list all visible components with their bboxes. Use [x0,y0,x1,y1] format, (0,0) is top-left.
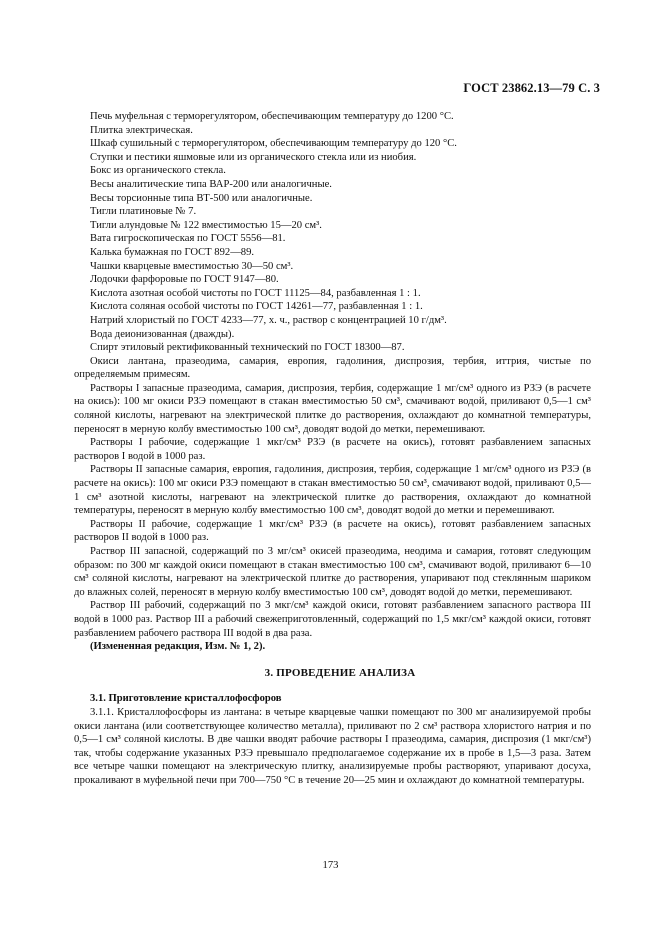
equipment-item: Тигли алундовые № 122 вместимостью 15—20 см³. [90,219,322,231]
equipment-item: Кислота азотная особой чистоты по ГОСТ 11125—84, разбавленная 1 : 1. [90,287,421,299]
document-header: ГОСТ 23862.13—79 С. 3 [463,81,600,95]
equipment-list [90,110,590,355]
equipment-item: Лодочки фарфоровые по ГОСТ 9147—80. [90,274,279,286]
equipment-item: Кислота соляная особой чистоты по ГОСТ 14261—77, разбавленная 1 : 1. [90,301,423,313]
equipment-item: Бокс из органического стекла. [90,165,226,177]
equipment-item: Плитка электрическая. [90,124,193,136]
section-title: 3. ПРОВЕДЕНИЕ АНАЛИЗА [264,666,416,679]
equipment-item: Спирт этиловый ректификованный технический по ГОСТ 18300—87. [90,342,405,354]
equipment-item: Чашки кварцевые вместимостью 30—50 см³. [90,260,294,272]
equipment-item: Вата гигроскопическая по ГОСТ 5556—81. [90,233,286,245]
body-paragraph: Раствор III запасной, содержащий по 3 мг/см³ окисей празеодима, неодима и самария, готовят следующим образом: по 300 мг каждой окиси помещают в стакан вместимостью 100 см³, смачивают водой, приливают 6—10 см³ соляной кислоты, нагревают на электрической плитке до растворения, упаривают под стеклянным шариком до влажных солей, переносят в мерную колбу вместимостью 100 см³, доводят водой до метки, перемешивают. [74,546,591,598]
body-paragraph: Растворы I запасные празеодима, самария, диспрозия, тербия, содержащие 1 мг/см³ одного из РЗЭ (в расчете на окись): 100 мг окиси РЗЭ помещают в стакан вместимостью 50 см³, смачивают водой, приливают 0,5—1 см³ соляной кислоты, нагревают на электрической плитке до растворения, охлаждают до комнатной температуры, переносят в мерную колбу вместимостью 100 см³, доводят водой до метки, перемешивают. [74,382,591,435]
body-paragraph: Растворы II запасные самария, европия, гадолиния, диспрозия, тербия, содержащие 1 мг/см³ одного из РЗЭ (в расчете на окись): 100 мг окиси РЗЭ помещают в стакан вместимостью 50 см³, смачивают водой, приливают 0,5—1 см³ азотной кислоты, нагревают на электрической плитке до растворения, охлаждают до комнатной температуры, переносят в мерную колбу вместимостью 100 см³, доводят водой до метки и перемешивают. [74,464,591,517]
equipment-item: Калька бумажная по ГОСТ 892—89. [90,246,255,258]
reagent-paragraphs [74,355,591,640]
equipment-item: Ступки и пестики яшмовые или из органического стекла или из ниобия. [90,151,417,163]
equipment-item: Печь муфельная с терморегулятором, обеспечивающим температуру до 1200 °С. [90,111,454,122]
body-paragraph: Растворы I рабочие, содержащие 1 мкг/см³ РЗЭ (в расчете на окись), готовят разбавлением запасных растворов I водой в 1000 раз. [74,437,591,462]
subsection-text: 3.1.1. Кристаллофосфоры из лантана: в четыре кварцевые чашки помещают по 300 мг анализируемой пробы окиси лантана (или соответствующее количество металла), приливают по 2 см³ раствора хлористого натрия и по 0,5—1 см³ соляной кислоты. В две чашки вводят рабочие растворы I празеодима, самария, диспрозия (1 мкг/см³) так, чтобы содержание указанных РЗЭ превышало предполагаемое содержание их в пробе в 1,5—3 раза. Затем все четыре чашки помещают на электрическую плитку, анализируемые пробы растворяют, упаривают досуха, прокаливают в муфельной печи при 700—750 °С в течение 20—25 мин и охлаждают до комнатной температуры. [74,706,591,786]
body-paragraph: Окиси лантана, празеодима, самария, европия, гадолиния, диспрозия, тербия, иттрия, чистые по определяемым примесям. [74,355,591,381]
equipment-item: Натрий хлористый по ГОСТ 4233—77, х. ч., раствор с концентрацией 10 г/дм³. [90,314,447,326]
equipment-item: Вода деионизованная (дважды). [90,328,235,340]
body-paragraph: Растворы II рабочие, содержащие 1 мкг/см³ РЗЭ (в расчете на окись), готовят разбавлением запасных растворов II водой в 1000 раз. [74,518,591,544]
subsection-title: 3.1. Приготовление кристаллофосфоров [90,693,282,705]
equipment-item: Весы торсионные типа ВТ-500 или аналогичные. [90,192,313,204]
equipment-item: Тигли платиновые № 7. [90,206,197,218]
edition-note: (Измененная редакция, Изм. № 1, 2). [90,641,266,653]
equipment-item: Весы аналитические типа ВАР-200 или аналогичные. [90,178,332,190]
page-number: 173 [322,860,339,871]
equipment-item: Шкаф сушильный с терморегулятором, обеспечивающим температуру до 120 °С. [90,138,457,150]
page-body [74,110,591,788]
body-paragraph: Раствор III рабочий, содержащий по 3 мкг/см³ каждой окиси, готовят разбавлением запасного раствора III водой в 1000 раз. Раствор III а рабочий свежеприготовленный, содержащий по 1,5 мкг/см³ каждой окиси, готовят разбавлением рабочего раствора III водой в два раза. [74,600,591,639]
